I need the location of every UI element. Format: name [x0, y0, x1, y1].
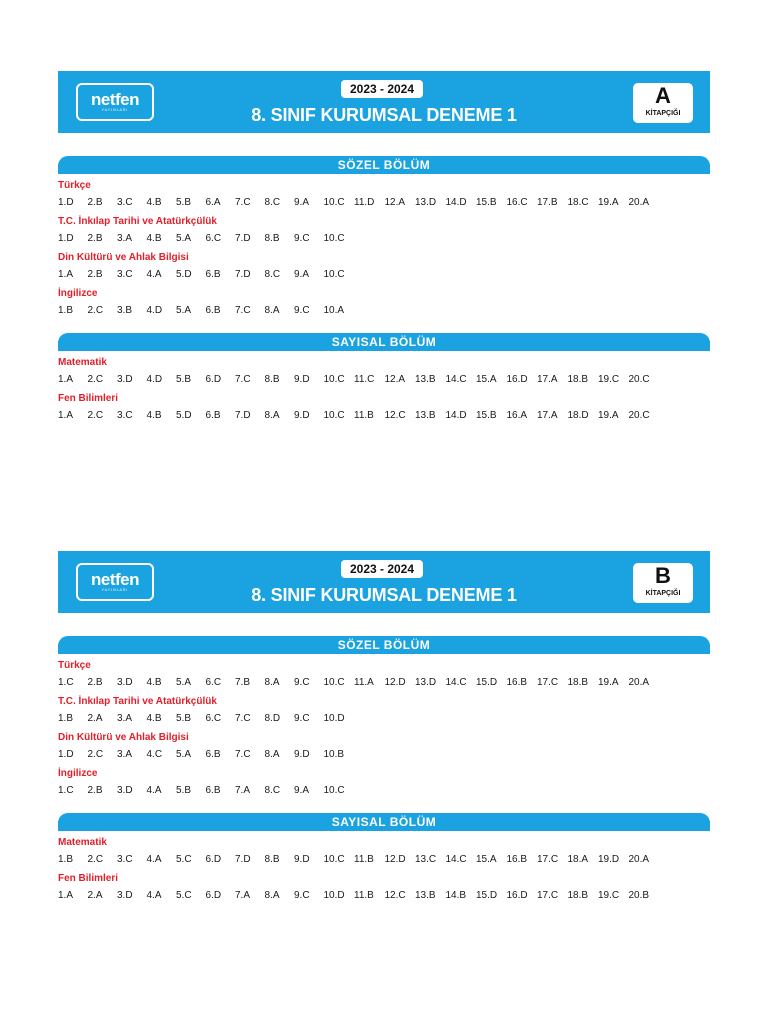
answer-item: 14.D — [445, 197, 467, 208]
answer-item: 6.A — [205, 197, 221, 208]
answer-item: 6.C — [205, 233, 222, 244]
answer-item: 20.A — [628, 854, 650, 865]
answer-item: 9.D — [294, 749, 310, 760]
answer-sections — [58, 156, 710, 422]
answer-item: 8.C — [264, 269, 281, 280]
answer-item: 5.A — [176, 233, 192, 244]
answer-item: 12.D — [384, 677, 406, 688]
answer-item: 2.B — [87, 197, 103, 208]
answer-item: 10.C — [323, 410, 345, 421]
answer-item: 5.B — [176, 785, 192, 796]
answer-item: 8.B — [264, 854, 280, 865]
answer-item: 2.C — [87, 305, 104, 316]
answer-item: 5.B — [176, 713, 192, 724]
answer-item: 3.A — [117, 749, 133, 760]
answer-item: 9.C — [294, 890, 310, 901]
answer-item: 9.D — [294, 410, 310, 421]
answer-row — [58, 305, 710, 317]
answer-item: 3.D — [117, 785, 133, 796]
answer-item: 14.B — [445, 890, 467, 901]
answer-item: 3.A — [117, 233, 133, 244]
subject-title: Türkçe — [58, 660, 91, 671]
answer-item: 18.B — [567, 890, 589, 901]
answer-item: 5.D — [176, 269, 192, 280]
answer-item: 5.C — [176, 854, 192, 865]
answer-item: 1.A — [58, 269, 74, 280]
answer-item: 3.A — [117, 713, 133, 724]
answer-item: 16.B — [506, 854, 528, 865]
answer-item: 8.A — [264, 305, 280, 316]
answer-item: 4.B — [146, 410, 162, 421]
answer-item: 2.A — [87, 890, 103, 901]
answer-item: 15.A — [476, 854, 497, 865]
answer-item: 9.C — [294, 305, 310, 316]
answer-item: 9.C — [294, 233, 310, 244]
answer-item: 7.A — [235, 785, 251, 796]
answer-item: 14.C — [445, 374, 467, 385]
exam-title: 8. SINIF KURUMSAL DENEME 1 — [251, 585, 517, 605]
subject-block — [58, 216, 710, 245]
answer-item: 5.A — [176, 677, 192, 688]
answer-item: 13.C — [415, 854, 437, 865]
answer-item: 10.C — [323, 854, 345, 865]
answer-item: 8.C — [264, 785, 281, 796]
answer-item: 14.D — [445, 410, 467, 421]
answer-item: 19.A — [598, 197, 619, 208]
answer-item: 3.C — [117, 269, 133, 280]
answer-item: 8.B — [264, 233, 280, 244]
answer-item: 7.D — [235, 233, 251, 244]
answer-item: 18.C — [567, 197, 589, 208]
answer-item: 13.B — [415, 890, 436, 901]
answer-item: 12.A — [384, 374, 406, 385]
section-header-sayisal: SAYISAL BÖLÜM — [58, 813, 710, 831]
answer-item: 13.B — [415, 410, 436, 421]
answer-item: 8.A — [264, 890, 280, 901]
answer-item: 2.B — [87, 785, 103, 796]
booklet-label: KİTAPÇIĞI — [645, 590, 681, 597]
answer-item: 13.B — [415, 374, 436, 385]
answer-item: 17.C — [537, 854, 559, 865]
answer-item: 1.D — [58, 749, 74, 760]
answer-item: 10.C — [323, 677, 345, 688]
subject-block — [58, 768, 710, 797]
answer-item: 11.C — [354, 374, 375, 385]
answer-item: 19.C — [598, 890, 620, 901]
answer-item: 2.B — [87, 233, 103, 244]
answer-item: 3.D — [117, 374, 133, 385]
answer-item: 15.B — [476, 197, 497, 208]
subject-title: T.C. İnkılap Tarihi ve Atatürkçülük — [58, 216, 217, 227]
answer-item: 16.D — [506, 374, 528, 385]
answer-item: 1.A — [58, 374, 74, 385]
answer-item: 10.D — [323, 890, 345, 901]
answer-item: 1.B — [58, 713, 74, 724]
subject-title: Türkçe — [58, 180, 91, 191]
answer-item: 15.A — [476, 374, 497, 385]
answer-item: 7.D — [235, 269, 251, 280]
subject-block — [58, 660, 710, 689]
answer-item: 7.C — [235, 713, 251, 724]
answer-item: 5.B — [176, 197, 192, 208]
answer-item: 6.D — [205, 854, 222, 865]
subject-block — [58, 180, 710, 209]
answer-item: 18.B — [567, 374, 589, 385]
exam-title: 8. SINIF KURUMSAL DENEME 1 — [251, 105, 517, 125]
answer-item: 8.B — [264, 374, 280, 385]
answer-item: 2.B — [87, 677, 103, 688]
subject-block — [58, 288, 710, 317]
answer-item: 12.C — [384, 890, 406, 901]
subject-title: Fen Bilimleri — [58, 873, 119, 884]
answer-item: 16.B — [506, 677, 528, 688]
subject-block — [58, 252, 710, 281]
answer-item: 17.C — [537, 677, 559, 688]
answer-row — [58, 374, 710, 386]
subject-block — [58, 873, 710, 902]
answer-item: 10.B — [323, 749, 345, 760]
booklet-type-badge — [633, 83, 693, 123]
answer-row — [58, 269, 710, 281]
answer-item: 11.B — [354, 410, 374, 421]
answer-item: 17.C — [537, 890, 559, 901]
answer-item: 16.A — [506, 410, 528, 421]
answer-item: 2.A — [87, 713, 103, 724]
answer-item: 10.C — [323, 233, 345, 244]
subject-title: T.C. İnkılap Tarihi ve Atatürkçülük — [58, 696, 217, 707]
answer-item: 7.C — [235, 197, 251, 208]
subject-block — [58, 696, 710, 725]
answer-item: 2.B — [87, 269, 103, 280]
answer-item: 3.C — [117, 854, 133, 865]
answer-item: 1.A — [58, 890, 74, 901]
subject-title: Matematik — [58, 837, 107, 848]
answer-row — [58, 197, 710, 209]
answer-item: 20.C — [628, 374, 650, 385]
answer-item: 17.B — [537, 197, 558, 208]
answer-item: 13.D — [415, 197, 437, 208]
answer-item: 9.D — [294, 374, 310, 385]
answer-item: 4.D — [146, 305, 163, 316]
answer-item: 1.C — [58, 677, 74, 688]
answer-item: 1.A — [58, 410, 74, 421]
answer-row — [58, 749, 710, 761]
answer-item: 3.B — [117, 305, 133, 316]
answer-item: 18.D — [567, 410, 589, 421]
answer-item: 7.C — [235, 749, 251, 760]
answer-item: 1.D — [58, 233, 74, 244]
answer-item: 4.C — [146, 749, 163, 760]
answer-item: 14.C — [445, 677, 467, 688]
answer-item: 6.C — [205, 677, 222, 688]
answer-item: 10.C — [323, 785, 345, 796]
subject-title: Fen Bilimleri — [58, 393, 119, 404]
answer-item: 7.B — [235, 677, 251, 688]
answer-item: 8.A — [264, 749, 280, 760]
answer-item: 3.C — [117, 197, 133, 208]
answer-item: 11.B — [354, 854, 374, 865]
answer-item: 7.A — [235, 890, 251, 901]
answer-item: 7.D — [235, 854, 251, 865]
answer-item: 3.D — [117, 677, 133, 688]
subject-title: Din Kültürü ve Ahlak Bilgisi — [58, 732, 189, 743]
answer-row — [58, 713, 710, 725]
booklet-letter: A — [655, 83, 671, 108]
answer-item: 4.A — [146, 854, 162, 865]
answer-item: 3.D — [117, 890, 133, 901]
subject-title: Matematik — [58, 357, 107, 368]
answer-item: 5.A — [176, 305, 192, 316]
answer-item: 2.C — [87, 410, 104, 421]
answer-item: 4.B — [146, 233, 162, 244]
answer-item: 4.B — [146, 677, 162, 688]
answer-item: 19.A — [598, 410, 619, 421]
answer-item: 12.A — [384, 197, 406, 208]
answer-item: 11.D — [354, 197, 375, 208]
answer-item: 10.C — [323, 269, 345, 280]
answer-item: 6.D — [205, 890, 222, 901]
answer-item: 15.B — [476, 410, 497, 421]
answer-item: 1.C — [58, 785, 74, 796]
answer-sections — [58, 636, 710, 902]
answer-item: 1.B — [58, 854, 74, 865]
answer-row — [58, 854, 710, 866]
answer-row — [58, 785, 710, 797]
answer-item: 6.B — [205, 305, 221, 316]
subject-title: İngilizce — [58, 288, 98, 299]
answer-item: 6.D — [205, 374, 222, 385]
answer-item: 10.D — [323, 713, 345, 724]
answer-row — [58, 410, 710, 422]
answer-item: 19.A — [598, 677, 619, 688]
answer-item: 1.B — [58, 305, 74, 316]
answer-item: 10.A — [323, 305, 345, 316]
answer-item: 15.D — [476, 677, 498, 688]
answer-item: 8.D — [264, 713, 281, 724]
answer-item: 6.B — [205, 785, 221, 796]
answer-item: 1.D — [58, 197, 74, 208]
answer-item: 9.A — [294, 269, 310, 280]
answer-item: 5.B — [176, 374, 192, 385]
answer-item: 19.D — [598, 854, 620, 865]
answer-item: 10.C — [323, 197, 345, 208]
answer-item: 14.C — [445, 854, 467, 865]
logo-wordmark: netfen — [91, 90, 139, 109]
answer-item: 2.C — [87, 749, 104, 760]
answer-item: 9.D — [294, 854, 310, 865]
publisher-logo — [76, 563, 154, 601]
answer-item: 18.A — [567, 854, 589, 865]
answer-item: 4.B — [146, 197, 162, 208]
answer-item: 4.A — [146, 890, 162, 901]
answer-item: 9.C — [294, 713, 310, 724]
booklet-header — [58, 551, 710, 613]
answer-item: 16.C — [506, 197, 528, 208]
answer-item: 5.C — [176, 890, 192, 901]
answer-item: 20.B — [628, 890, 650, 901]
subject-block — [58, 393, 710, 422]
answer-item: 17.A — [537, 410, 558, 421]
answer-item: 4.A — [146, 785, 162, 796]
answer-item: 3.C — [117, 410, 133, 421]
booklet-header — [58, 71, 710, 133]
answer-item: 12.C — [384, 410, 406, 421]
answer-item: 12.D — [384, 854, 406, 865]
answer-item: 4.A — [146, 269, 162, 280]
answer-row — [58, 233, 710, 245]
answer-item: 9.A — [294, 197, 310, 208]
logo-subtitle: YAYINLARI — [101, 108, 129, 112]
answer-item: 11.B — [354, 890, 374, 901]
answer-item: 4.D — [146, 374, 163, 385]
answer-item: 13.D — [415, 677, 437, 688]
answer-item: 2.C — [87, 374, 104, 385]
answer-item: 11.A — [354, 677, 374, 688]
answer-item: 20.A — [628, 677, 650, 688]
answer-item: 6.B — [205, 410, 221, 421]
booklet-type-badge — [633, 563, 693, 603]
subject-title: Din Kültürü ve Ahlak Bilgisi — [58, 252, 189, 263]
answer-item: 5.D — [176, 410, 192, 421]
answer-item: 6.C — [205, 713, 222, 724]
answer-item: 4.B — [146, 713, 162, 724]
answer-item: 8.A — [264, 410, 280, 421]
answer-item: 7.C — [235, 374, 251, 385]
section-header-sozel: SÖZEL BÖLÜM — [58, 636, 710, 654]
subject-title: İngilizce — [58, 768, 98, 779]
subject-block — [58, 357, 710, 386]
answer-item: 19.C — [598, 374, 620, 385]
booklet-label: KİTAPÇIĞI — [645, 110, 681, 117]
answer-item: 6.B — [205, 749, 221, 760]
answer-item: 5.A — [176, 749, 192, 760]
answer-row — [58, 677, 710, 689]
logo-wordmark: netfen — [91, 570, 139, 589]
academic-year: 2023 - 2024 — [341, 80, 423, 98]
section-header-sozel: SÖZEL BÖLÜM — [58, 156, 710, 174]
answer-item: 16.D — [506, 890, 528, 901]
answer-item: 9.A — [294, 785, 310, 796]
answer-item: 6.B — [205, 269, 221, 280]
logo-subtitle: YAYINLARI — [101, 588, 129, 592]
section-header-sayisal: SAYISAL BÖLÜM — [58, 333, 710, 351]
answer-item: 9.C — [294, 677, 310, 688]
publisher-logo — [76, 83, 154, 121]
answer-item: 17.A — [537, 374, 558, 385]
answer-item: 18.B — [567, 677, 589, 688]
subject-block — [58, 837, 710, 866]
answer-item: 15.D — [476, 890, 498, 901]
answer-item: 2.C — [87, 854, 104, 865]
booklet-b-answer-key — [58, 551, 710, 902]
subject-block — [58, 732, 710, 761]
answer-item: 7.C — [235, 305, 251, 316]
answer-row — [58, 890, 710, 902]
answer-item: 8.C — [264, 197, 281, 208]
answer-item: 20.A — [628, 197, 650, 208]
booklet-letter: B — [655, 563, 671, 588]
answer-item: 7.D — [235, 410, 251, 421]
answer-item: 10.C — [323, 374, 345, 385]
answer-item: 20.C — [628, 410, 650, 421]
answer-item: 8.A — [264, 677, 280, 688]
academic-year: 2023 - 2024 — [341, 560, 423, 578]
booklet-a-answer-key — [58, 71, 710, 422]
